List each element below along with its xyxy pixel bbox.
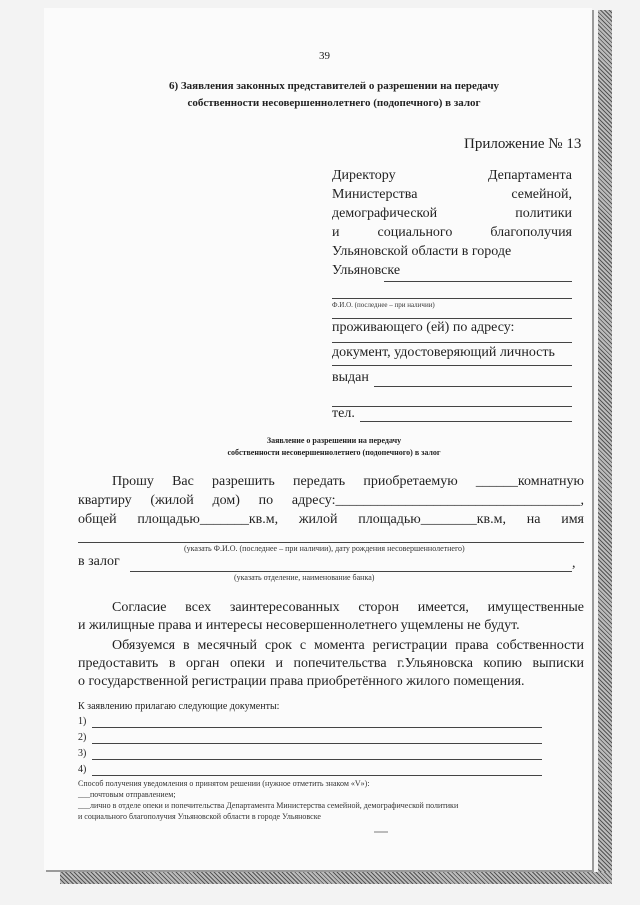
- notification-method-label: Способ получения уведомления о принятом решении (нужное отметить знаком «V»):: [78, 779, 370, 788]
- request-line1: Прошу Вас разрешить передать приобретаемую ______комнатную: [112, 474, 584, 489]
- page-shadow-bottom: [60, 872, 612, 884]
- issued-label: выдан: [332, 370, 369, 385]
- addressee-line: демографической политики: [332, 206, 572, 221]
- bank-line-comma: ,: [572, 556, 576, 571]
- address-line[interactable]: [332, 342, 572, 343]
- bank-caption: (указать отделение, наименование банка): [234, 573, 375, 582]
- addressee-line: Директору Департамента: [332, 168, 572, 183]
- page-number: 39: [319, 50, 330, 62]
- consent-line1: Согласие всех заинтересованных сторон имеется, имущественные: [112, 600, 584, 615]
- bank-line[interactable]: [130, 571, 572, 572]
- minor-name-line[interactable]: [78, 542, 584, 543]
- addressee-line: и социального благополучия: [332, 225, 572, 240]
- issued-line[interactable]: [374, 386, 572, 387]
- city-line[interactable]: [384, 281, 572, 282]
- document-page: [44, 8, 592, 870]
- obligation-line1: Обязуемся в месячный срок с момента регистрации права собственности: [112, 638, 584, 653]
- notification-option-in-person[interactable]: ___лично в отделе опеки и попечительства Департамента Министерства семейной, демографической политики: [78, 801, 459, 810]
- document-line-2[interactable]: [92, 743, 542, 744]
- document-item-label: 1): [78, 716, 87, 727]
- pledge-label: в залог: [78, 554, 120, 569]
- fio-caption: Ф.И.О. (последнее – при наличии): [332, 301, 435, 309]
- consent-line2: и жилищные права и интересы несовершеннолетнего ущемлены не будут.: [78, 618, 520, 633]
- request-line2: квартиру (жилой дом) по адресу:___________________________________,: [78, 493, 584, 508]
- id-document-label: документ, удостоверяющий личность: [332, 345, 555, 360]
- document-item-label: 4): [78, 764, 87, 775]
- issued-line-2[interactable]: [332, 406, 572, 407]
- obligation-line2: предоставить в орган опеки и попечительства г.Ульяновска копию выписки: [78, 656, 584, 671]
- obligation-line3: о государственной регистрации права приобретённого жилого помещения.: [78, 674, 525, 689]
- fio-line[interactable]: [332, 298, 572, 299]
- statement-title-line2: собственности несовершеннолетнего (подопечного) в залог: [227, 448, 441, 457]
- request-line3: общей площадью_______кв.м, жилой площадью________кв.м, на имя: [78, 512, 584, 527]
- page-shadow-right: [598, 10, 612, 878]
- document-line-1[interactable]: [92, 727, 542, 728]
- residence-label: проживающего (ей) по адресу:: [332, 320, 515, 335]
- section-heading-line1: 6) Заявления законных представителей о разрешении на передачу: [168, 80, 500, 92]
- document-item-label: 2): [78, 732, 87, 743]
- documents-intro: К заявлению прилагаю следующие документы:: [78, 701, 280, 712]
- scan-mark: [374, 831, 388, 833]
- notification-option-in-person-cont: и социального благополучия Ульяновской области в городе Ульяновске: [78, 812, 321, 821]
- addressee-block: [332, 166, 572, 280]
- document-line-4[interactable]: [92, 775, 542, 776]
- document-item-label: 3): [78, 748, 87, 759]
- document-line-3[interactable]: [92, 759, 542, 760]
- id-document-line[interactable]: [332, 365, 572, 366]
- addressee-line: Ульяновской области в городе: [332, 244, 512, 259]
- phone-label: тел.: [332, 406, 355, 421]
- minor-name-caption: (указать Ф.И.О. (последнее – при наличии), дату рождения несовершеннолетнего): [184, 544, 465, 553]
- addressee-line: Министерства семейной,: [332, 187, 572, 202]
- annex-label: Приложение № 13: [464, 136, 582, 152]
- addressee-line: Ульяновске: [332, 263, 401, 278]
- phone-line[interactable]: [360, 421, 572, 422]
- statement-title-line1: Заявление о разрешении на передачу: [266, 436, 402, 445]
- notification-option-mail[interactable]: ___почтовым отправлением;: [78, 790, 176, 799]
- section-heading-line2: собственности несовершеннолетнего (подопечного) в залог: [187, 97, 481, 109]
- fio-line-2[interactable]: [332, 318, 572, 319]
